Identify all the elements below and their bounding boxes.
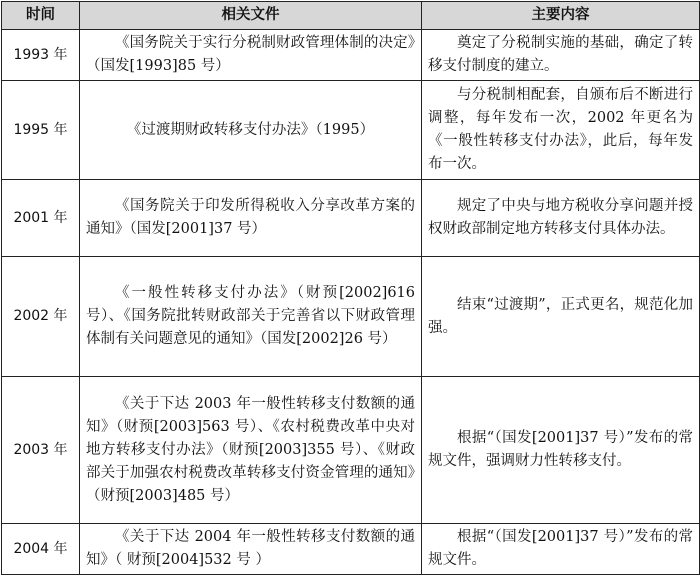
year-cell: 2002 年 [2, 257, 80, 377]
document-cell: 《过渡期财政转移支付办法》（1995） [80, 81, 422, 180]
policy-table [1, 1, 700, 575]
table-header [2, 2, 700, 30]
header-related-documents: 相关文件 [80, 2, 422, 30]
table-row [2, 30, 700, 81]
year-cell: 2004 年 [2, 524, 80, 575]
year-cell: 2001 年 [2, 180, 80, 257]
year-cell: 1995 年 [2, 81, 80, 180]
document-cell: 《关于下达 2004 年一般性转移支付数额的通知》（ 财预[2004]532 号 ） [80, 524, 422, 575]
table-row [2, 180, 700, 257]
table-row [2, 524, 700, 575]
document-cell: 《一般性转移支付办法》（财预[2002]616 号）、《国务院批转财政部关于完善省以下财政管理体制有关问题意见的通知》（国发[2002]26 号） [80, 257, 422, 377]
header-main-content: 主要内容 [422, 2, 700, 30]
header-row [2, 2, 700, 30]
content-cell: 奠定了分税制实施的基础，确定了转移支付制度的建立。 [422, 30, 700, 81]
content-cell: 规定了中央与地方税收分享问题并授权财政部制定地方转移支付具体办法。 [422, 180, 700, 257]
table-row [2, 81, 700, 180]
content-cell: 根据“（国发[2001]37 号）”发布的常规文件。 [422, 524, 700, 575]
table-row [2, 257, 700, 377]
table-body [2, 30, 700, 575]
document-cell: 《关于下达 2003 年一般性转移支付数额的通知》（财预[2003]563 号）、《农村税费改革中央对地方转移支付办法》（财预[2003]355 号）、《财政部关于加强农村税费改革转移支付资金管理的通知》（财预[2003]485 号） [80, 377, 422, 524]
header-time: 时间 [2, 2, 80, 30]
document-cell: 《国务院关于印发所得税收入分享改革方案的通知》（国发[2001]37 号） [80, 180, 422, 257]
year-cell: 1993 年 [2, 30, 80, 81]
document-cell: 《国务院关于实行分税制财政管理体制的决定》（国发[1993]85 号） [80, 30, 422, 81]
content-cell: 根据“（国发[2001]37 号）”发布的常规文件，强调财力性转移支付。 [422, 377, 700, 524]
table-row [2, 377, 700, 524]
content-cell: 与分税制相配套，自颁布后不断进行调整，每年发布一次，2002 年更名为《一般性转移支付办法》，此后，每年发布一次。 [422, 81, 700, 180]
content-cell: 结束“过渡期”，正式更名，规范化加强。 [422, 257, 700, 377]
year-cell: 2003 年 [2, 377, 80, 524]
